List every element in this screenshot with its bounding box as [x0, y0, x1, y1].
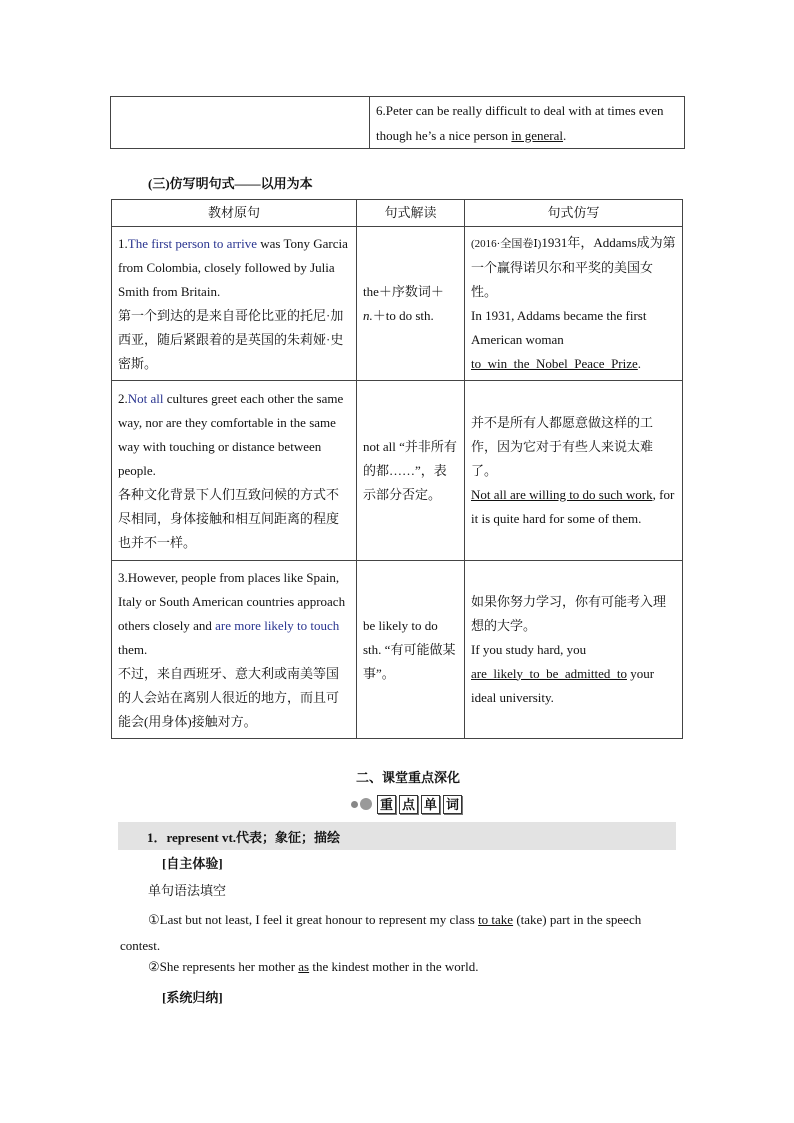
table-row — [112, 381, 683, 561]
header-analysis: 句式解读 — [357, 200, 465, 227]
item1-heading: 1．represent vt.代表；象征；描绘 — [147, 830, 341, 845]
table-row — [112, 561, 683, 739]
part2-title: 二、课堂重点深化 — [356, 770, 461, 785]
row2-original: 2.Not all cultures greet each other the same way, nor are they comfortable in the same way with touching or distance between people. 各种文化背景下人们互致问候的方式不尽相同，身体接触和相互间距离的程度也并不一样。 — [112, 381, 357, 561]
dot-icon — [351, 801, 358, 808]
row2-imitation: 并不是所有人都愿意做这样的工作，因为它对于有些人来说太难了。 Not all are willing to do such work, for it is quite hard for some of them. — [465, 381, 683, 561]
row3-answer: are_likely_to_be_admitted_to — [471, 665, 627, 681]
row1-original: 1.The first person to arrive was Tony Garcia from Colombia, closely followed by Julia Smith from Britain. 第一个到达的是来自哥伦比亚的托尼·加西亚，随后紧跟着的是英国的朱莉娅·史密斯。 — [112, 227, 357, 381]
dot-icon — [360, 798, 372, 810]
top-table-row6: 6.Peter can be really difficult to deal with at times even though he’s a nice person in general. — [370, 97, 685, 149]
banner-char: 点 — [399, 795, 418, 814]
row2-analysis: not all “并非所有的都……”，表示部分否定。 — [357, 381, 465, 561]
top-table — [110, 96, 685, 149]
q1-answer: to take — [478, 912, 514, 927]
header-imitation: 句式仿写 — [465, 200, 683, 227]
table-row — [112, 227, 683, 381]
question-1: ①Last but not least, I feel it great honour to represent my class to take (take) part in the speech contest. — [120, 912, 642, 953]
section3-title: (三)仿写明句式——以用为本 — [148, 176, 313, 191]
q2-answer: as — [298, 959, 310, 974]
summary-label: [系统归纳] — [162, 990, 223, 1005]
row3-imitation: 如果你努力学习，你有可能考入理想的大学。 If you study hard, you are_likely_to_be_admitted_to your ideal university. — [465, 561, 683, 739]
row1-imitation: (2016·全国卷Ⅰ)1931年，Addams成为第一个赢得诺贝尔和平奖的美国女性。 In 1931, Addams became the first American woman to_win_the_Nobel_Peace_Prize. — [465, 227, 683, 381]
header-original: 教材原句 — [112, 200, 357, 227]
banner-char: 重 — [377, 795, 396, 814]
row1-analysis: the＋序数词＋ n.＋to do sth. — [357, 227, 465, 381]
row1-answer: to_win_the_Nobel_Peace_Prize — [471, 356, 638, 371]
top-table-empty-cell — [111, 97, 370, 149]
row3-analysis: be likely to do sth. “有可能做某事”。 — [357, 561, 465, 739]
question-2: ②She represents her mother as the kindest mother in the world. — [148, 959, 479, 974]
row6-answer: in general — [511, 127, 564, 143]
fill-title: 单句语法填空 — [148, 883, 227, 898]
self-check-label: [自主体验] — [162, 856, 223, 871]
key-words-banner — [351, 794, 465, 814]
banner-char: 词 — [443, 795, 462, 814]
sentence-table — [111, 199, 683, 739]
row3-original: 3.However, people from places like Spain, Italy or South American countries approach others closely and are more likely to touch them. 不过，来自西班牙、意大利或南美等国的人会站在离别人很近的地方，而且可能会(用身体)接触对方。 — [112, 561, 357, 739]
banner-char: 单 — [421, 795, 440, 814]
table-header-row — [112, 200, 683, 227]
row2-answer: Not all are willing to do such work, — [471, 486, 656, 502]
